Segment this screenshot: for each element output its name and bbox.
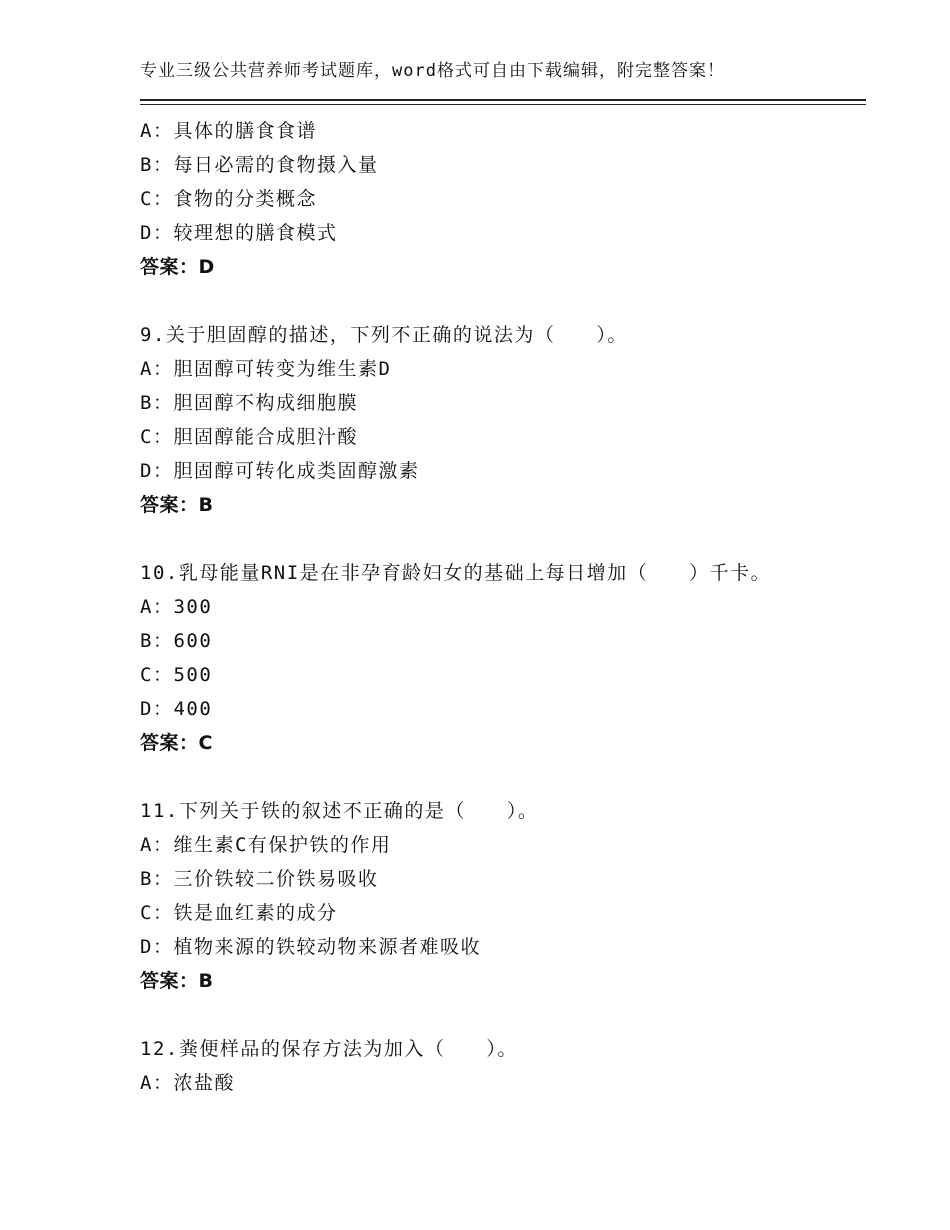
option-d: D：植物来源的铁较动物来源者难吸收 [140,936,481,958]
option-d: D：胆固醇可转化成类固醇激素 [140,460,420,482]
spacer [140,760,880,794]
spacer [140,998,880,1032]
option-d: D：较理想的膳食模式 [140,222,338,244]
answer-label: 答案：C [140,732,213,754]
option-c: C：胆固醇能合成胆汁酸 [140,426,358,448]
question-stem: 11.下列关于铁的叙述不正确的是（ ）。 [140,800,539,822]
question-stem: 12.粪便样品的保存方法为加入（ ）。 [140,1038,518,1060]
question-block-11 [140,794,880,998]
spacer [140,284,880,318]
question-stem: 10.乳母能量RNI是在非孕育龄妇女的基础上每日增加（ ）千卡。 [140,562,772,584]
option-b: B：每日必需的食物摄入量 [140,154,379,176]
header-divider-thin [140,104,866,105]
option-a: A：300 [140,596,213,618]
option-a: A：具体的膳食食谱 [140,120,317,142]
option-b: B：三价铁较二价铁易吸收 [140,868,379,890]
question-block-8 [140,114,880,284]
option-a: A：浓盐酸 [140,1072,235,1094]
page-header: 专业三级公共营养师考试题库，word格式可自由下载编辑，附完整答案！ [140,61,725,81]
question-stem: 9.关于胆固醇的描述，下列不正确的说法为（ ）。 [140,324,628,346]
header-divider-thick [140,99,866,101]
option-c: C：500 [140,664,213,686]
question-block-12 [140,1032,880,1100]
question-list [140,114,880,1100]
answer-label: 答案：B [140,970,214,992]
option-b: B：胆固醇不构成细胞膜 [140,392,358,414]
question-block-9 [140,318,880,522]
option-c: C：铁是血红素的成分 [140,902,338,924]
option-b: B：600 [140,630,213,652]
option-d: D：400 [140,698,213,720]
answer-label: 答案：B [140,494,214,516]
option-c: C：食物的分类概念 [140,188,317,210]
option-a: A：胆固醇可转变为维生素D [140,358,392,380]
question-block-10 [140,556,880,760]
option-a: A：维生素C有保护铁的作用 [140,834,392,856]
spacer [140,522,880,556]
answer-label: 答案：D [140,256,215,278]
